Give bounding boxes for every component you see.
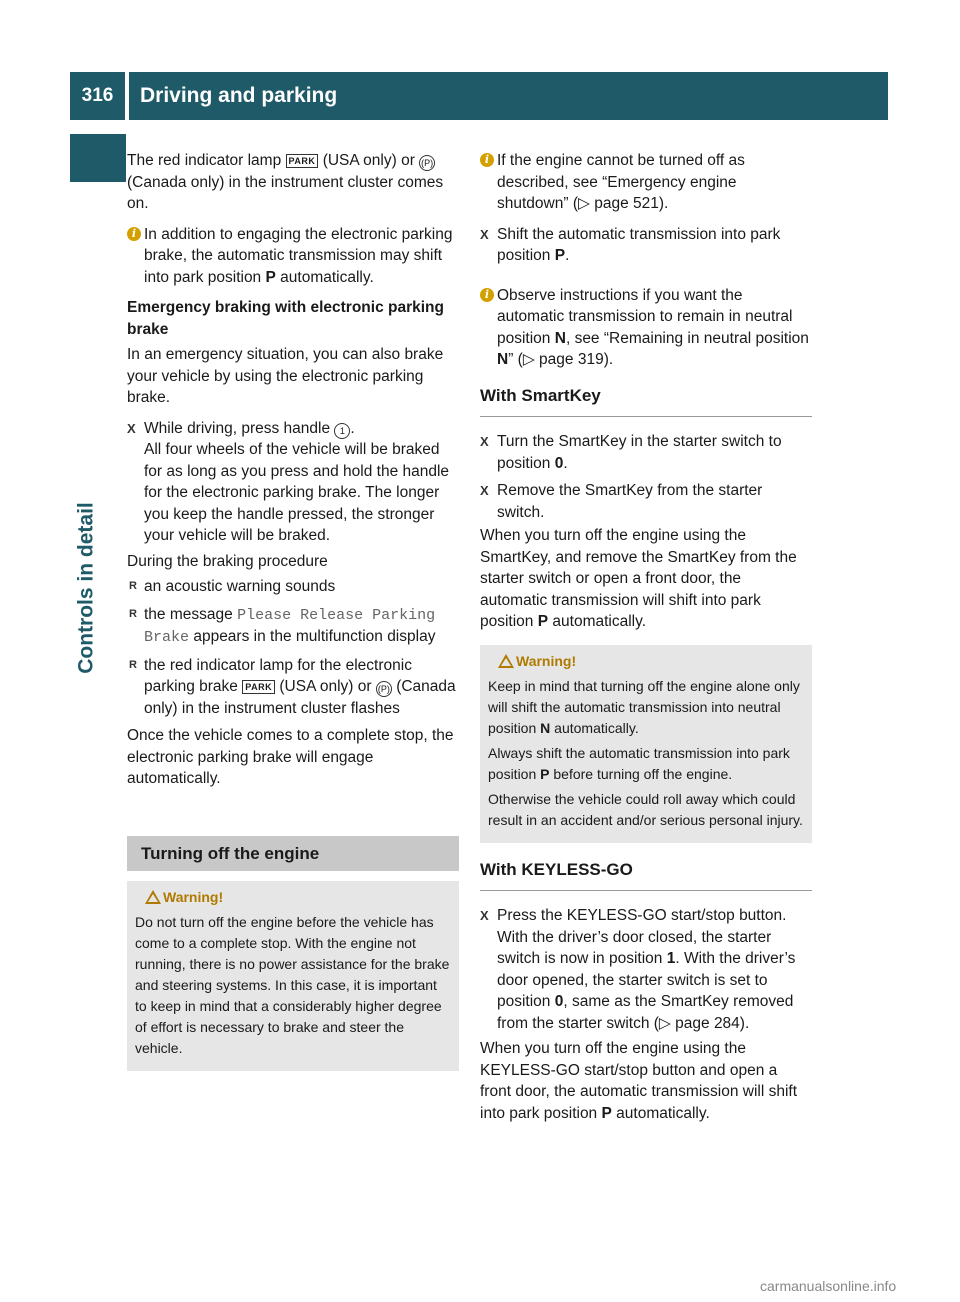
paragraph: In an emergency situation, you can also brake your vehicle by using the electronic parking brake.: [127, 346, 444, 406]
step-item: X While driving, press handle 1 . All four wheels of the vehicle will be braked for as long as you press and hold the handle for the electronic parking brake. The longer you keep the handle pressed, the stronger your vehicle will be braked.: [127, 418, 459, 547]
subsection-heading: With KEYLESS-GO: [480, 859, 812, 892]
text: If the engine cannot be turned off as described, see “Emergency engine shutdown” (▷ page 521).: [497, 152, 745, 212]
text: , see “Remaining in neutral position: [565, 329, 809, 347]
paragraph: [480, 1038, 812, 1124]
text: automatically.: [554, 719, 639, 736]
blue-square: [70, 134, 126, 182]
info-icon: i: [127, 227, 141, 241]
brake-circle-icon: (P): [419, 155, 435, 171]
info-note: [480, 285, 812, 371]
text: P: [537, 613, 549, 630]
paragraph: During the braking procedure: [127, 552, 328, 570]
text: Observe instructions if you want the automatic transmission to remain in neutral position: [497, 286, 793, 347]
text: Warning!: [163, 889, 224, 905]
warning-triangle-icon: [145, 890, 161, 904]
text: (USA only) or: [322, 152, 415, 169]
text: N: [497, 351, 509, 368]
warning-title: [488, 651, 804, 672]
info-icon: i: [480, 153, 494, 167]
text: (USA only) or: [279, 678, 372, 695]
text: Warning!: [516, 652, 577, 669]
park-icon: PARK: [286, 154, 319, 168]
text: P: [540, 765, 550, 782]
info-note: [127, 224, 459, 289]
warning-box: [480, 645, 812, 843]
text: ” (▷ page 319).: [508, 351, 614, 368]
left-column: [127, 150, 459, 1071]
step-detail: All four wheels of the vehicle will be braked for as long as you press and hold the handle for the electronic parking brake. The longer you keep the handle pressed, the stronger your vehicle will be braked.: [144, 441, 450, 544]
text: , same as the SmartKey removed from the starter switch (▷ page 284).: [497, 993, 794, 1032]
right-column: [480, 150, 812, 1133]
section-heading: Turning off the engine: [127, 836, 459, 872]
indicator-paragraph: [127, 150, 459, 215]
warning-text: [488, 676, 804, 739]
text: In addition to engaging the electronic parking brake, the automatic transmission may shift into park position: [144, 225, 453, 286]
list-item: [127, 604, 459, 649]
text: P: [601, 1104, 612, 1122]
text: automatically.: [616, 1104, 710, 1122]
warning-text: Do not turn off the engine before the vehicle has come to a complete stop. With the engine not running, there is no power assistance for the brake and steering systems. In this case, it is important to keep in mind that a considerably higher degree of effort is necessary to brake and steer the vehicle.: [135, 914, 450, 1056]
text: Shift the automatic transmission into park position: [497, 225, 781, 264]
page-number: 316: [81, 85, 114, 106]
text: N: [540, 719, 551, 736]
chapter-label: Controls in detail: [74, 502, 98, 674]
warning-box: [127, 881, 459, 1071]
info-note: [480, 150, 812, 215]
text: The red indicator lamp: [127, 152, 282, 169]
subsection-heading: With SmartKey: [480, 385, 812, 418]
step-item: [480, 480, 812, 523]
info-icon: i: [480, 288, 494, 302]
text: Keep in mind that turning off the engine alone only will shift the automatic transmission into neutral position: [488, 677, 800, 736]
step-item: X Shift the automatic transmission into park position P.: [480, 224, 812, 267]
text: 0: [554, 454, 564, 472]
text: appears in the multifunction display: [193, 628, 436, 645]
list-item: [127, 576, 459, 598]
warning-text: Otherwise the vehicle could roll away which could result in an accident and/or serious personal injury.: [488, 790, 803, 828]
paragraph: [480, 525, 812, 633]
text: before turning off the engine.: [553, 765, 733, 782]
text: Always shift the automatic transmission into park position: [488, 744, 790, 782]
page-title: Driving and parking: [140, 84, 338, 107]
text: N: [554, 329, 566, 347]
text: When you turn off the engine using the SmartKey, and remove the SmartKey from the starter switch or open a front door, the automatic transmission will shift into park position: [480, 527, 797, 630]
text: . With the driver’s door opened, the starter switch is set to position: [497, 950, 796, 1010]
park-icon: PARK: [242, 680, 275, 694]
text: the red indicator lamp for the electronic parking brake: [144, 656, 412, 695]
text: 1: [666, 950, 676, 967]
text: P: [554, 247, 566, 264]
text: (Canada only) in the instrument cluster comes on.: [127, 173, 444, 212]
text: Turn the SmartKey in the starter switch to position: [497, 433, 782, 472]
text: automatically.: [280, 268, 374, 286]
step-item: [480, 905, 812, 1034]
text: While driving, press handle: [144, 419, 331, 437]
header-divider: [125, 72, 129, 120]
paragraph: Once the vehicle comes to a complete stop, the electronic parking brake will engage automatically.: [127, 727, 454, 787]
text: an acoustic warning sounds: [144, 578, 336, 595]
list-item: [127, 655, 459, 720]
warning-title: [135, 887, 451, 908]
warning-text: [488, 743, 804, 785]
warning-triangle-icon: [498, 654, 514, 668]
subheading: Emergency braking with electronic parking brake: [127, 299, 444, 338]
display-message: Please Release Parking Brake: [144, 606, 436, 646]
text: 0: [554, 993, 564, 1010]
text: Press the KEYLESS-GO start/stop button. With the driver’s door closed, the starter switch is now in position: [497, 907, 787, 967]
text: Remove the SmartKey from the starter switch.: [497, 482, 763, 521]
text: the message: [144, 605, 233, 623]
marker-1-icon: 1: [334, 423, 350, 439]
text: When you turn off the engine using the KEYLESS-GO start/stop button and open a front door, the automatic transmission will shift into park position: [480, 1040, 798, 1122]
watermark: carmanualsonline.info: [760, 1278, 897, 1294]
brake-circle-icon: (P): [376, 681, 392, 697]
text: (Canada only) in the instrument cluster flashes: [144, 678, 456, 717]
step-item: X Turn the SmartKey in the starter switch to position 0.: [480, 431, 812, 474]
text: automatically.: [552, 613, 647, 630]
text: P: [265, 268, 276, 286]
